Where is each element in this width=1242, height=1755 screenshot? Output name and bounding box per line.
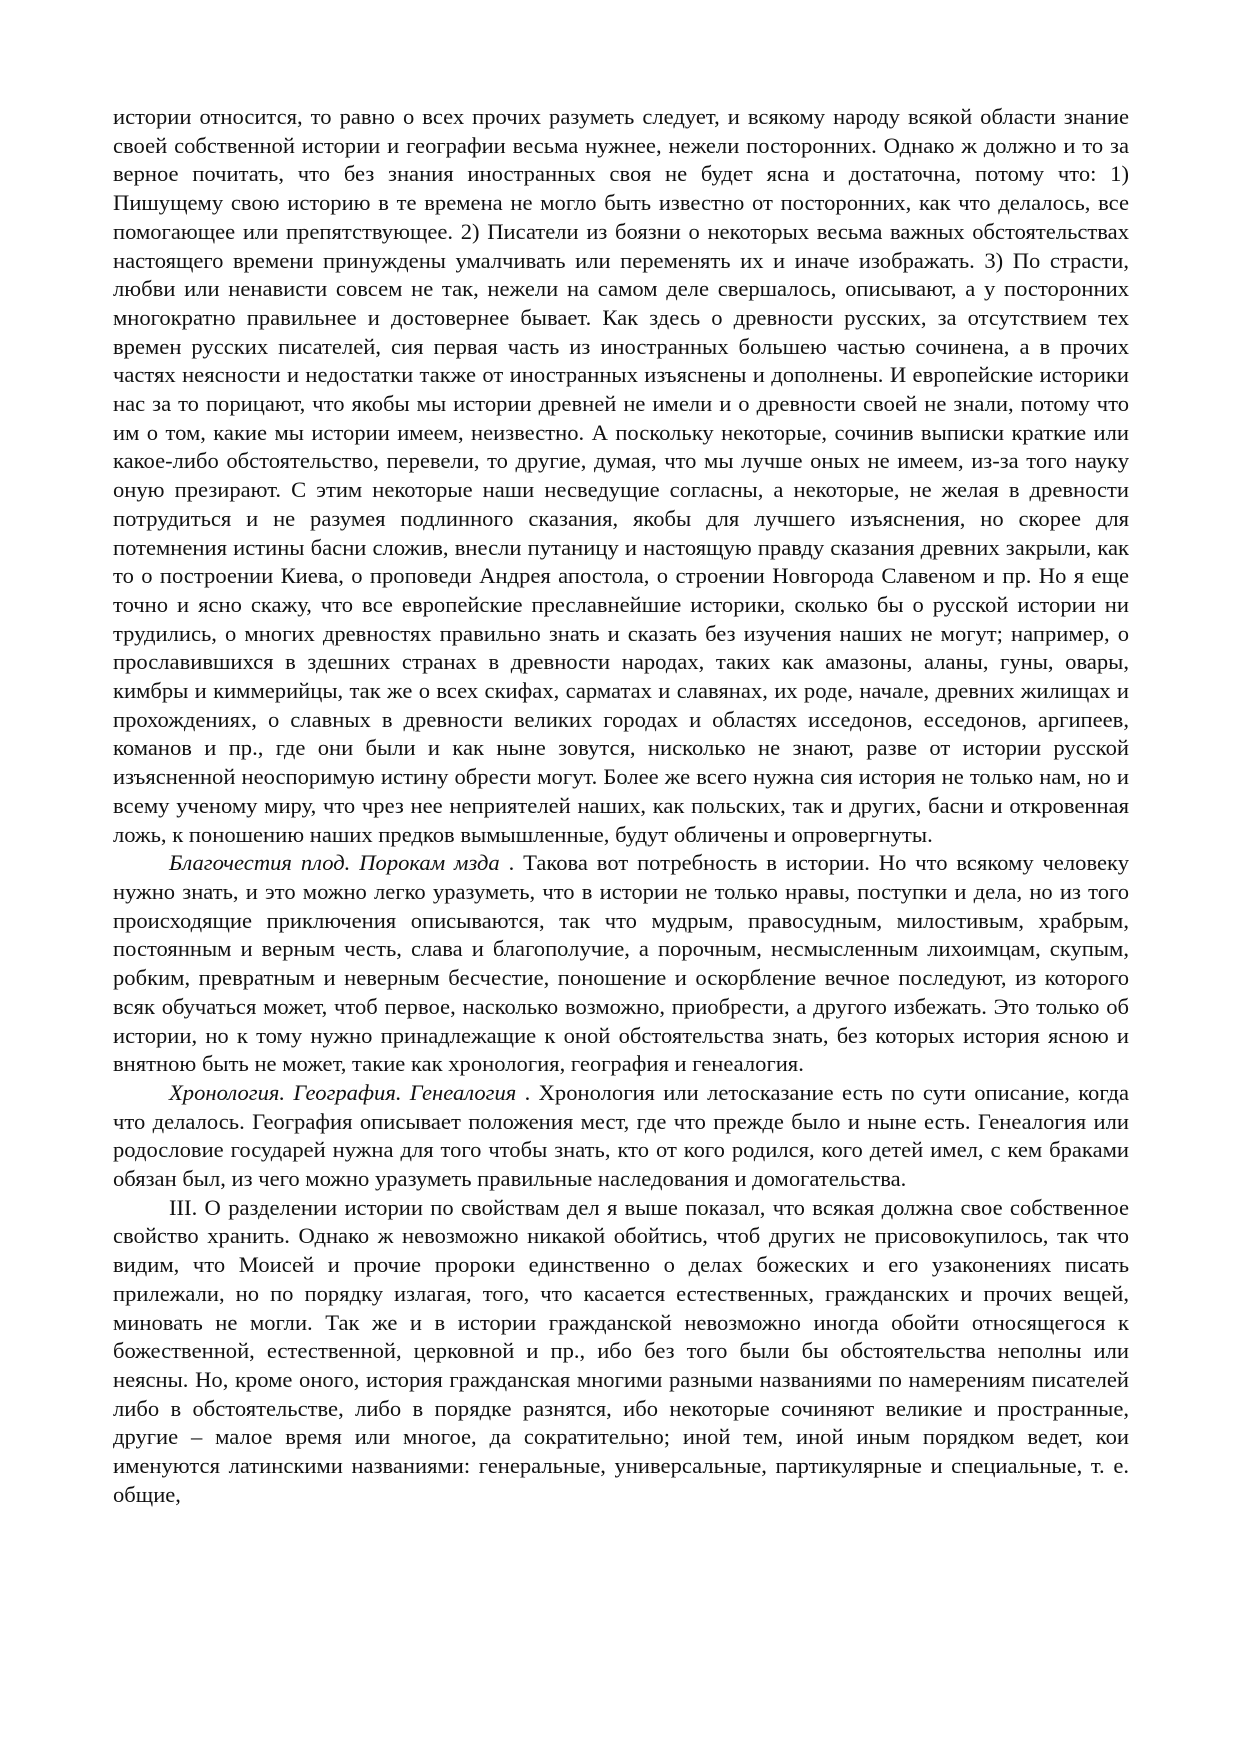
paragraph-3 — [113, 1079, 1129, 1194]
paragraph-2-heading: Благочестия плод. Порокам мзда — [169, 850, 500, 876]
paragraph-2-text: . Такова вот потребность в истории. Но что всякому человеку нужно знать, и это можно легко уразуметь, что в истории не только нравы, поступки и дела, но из того происходящие приключения описываются, так что мудрым, правосудным, милостивым, храбрым, постоянным и верным честь, слава и благополучие, а порочным, несмысленным лихоимцам, скупым, робким, превратным и неверным бесчестие, поношение и оскорбление вечное последуют, из которого всяк обучаться может, чтоб первое, насколько возможно, приобрести, а другого избежать. Это только об истории, но к тому нужно принадлежащие к оной обстоятельства знать, без которых история ясною и внятною быть не может, такие как хронология, география и генеалогия. — [113, 850, 1129, 1077]
document-page — [113, 103, 1129, 1509]
paragraph-2 — [113, 849, 1129, 1079]
paragraph-3-text: . Хронология или летосказание есть по сути описание, когда что делалось. География описывает положения мест, где что прежде было и ныне есть. Генеалогия или родословие государей нужна для того чтобы знать, кто от кого родился, кого детей имел, с кем браками обязан был, из чего можно уразуметь правильные наследования и домогательства. — [113, 1079, 1129, 1192]
paragraph-3-heading: Хронология. География. Генеалогия — [169, 1079, 517, 1105]
paragraph-1 — [113, 103, 1129, 849]
paragraph-4-text: III. О разделении истории по свойствам дел я выше показал, что всякая должна свое собственное свойство хранить. Однако ж невозможно никакой обойтись, чтоб других не присовокупилось, так что видим, что Моисей и прочие пророки единственно о делах божеских и его узаконениях писать прилежали, но по порядку излагая, того, что касается естественных, гражданских и прочих вещей, миновать не могли. Так же и в истории гражданской невозможно иногда обойти относящегося к божественной, естественной, церковной и пр., ибо без того были бы обстоятельства неполны или неясны. Но, кроме оного, история гражданская многими разными названиями по намерениям писателей либо в обстоятельстве, либо в порядке разнятся, ибо некоторые сочиняют великие и пространные, другие – малое время или многое, да сократительно; иной тем, иной иным порядком ведет, кои именуются латинскими названиями: генеральные, универсальные, партикулярные и специальные, т. е. общие, — [113, 1194, 1129, 1507]
paragraph-4 — [113, 1194, 1129, 1510]
paragraph-1-text: истории относится, то равно о всех прочих разуметь следует, и всякому народу всякой области знание своей собственной истории и географии весьма нужнее, нежели посторонних. Однако ж должно и то за верное почитать, что без знания иностранных своя не будет ясна и достаточна, потому что: 1) Пишущему свою историю в те времена не могло быть известно от посторонних, как что делалось, все помогающее или препятствующее. 2) Писатели из боязни о некоторых весьма важных обстоятельствах настоящего времени принуждены умалчивать или переменять их и иначе изображать. 3) По страсти, любви или ненависти совсем не так, нежели на самом деле свершалось, описывают, а у посторонних многократно правильнее и достовернее бывает. Как здесь о древности русских, за отсутствием тех времен русских писателей, сия первая часть из иностранных большею частью сочинена, а в прочих частях неясности и недостатки также от иностранных изъяснены и дополнены. И европейские историки нас за то порицают, что якобы мы истории древней не имели и о древности своей не знали, потому что им о том, какие мы истории имеем, неизвестно. А поскольку некоторые, сочинив выписки краткие или какое-либо обстоятельство, перевели, то другие, думая, что мы лучше оных не имеем, из-за того науку оную презирают. С этим некоторые наши несведущие согласны, а некоторые, не желая в древности потрудиться и не разумея подлинного сказания, якобы для лучшего изъяснения, но скорее для потемнения истины басни сложив, внесли путаницу и настоящую правду сказания древних закрыли, как то о построении Киева, о проповеди Андрея апостола, о строении Новгорода Славеном и пр. Но я еще точно и ясно скажу, что все европейские преславнейшие историки, сколько бы о русской истории ни трудились, о многих древностях правильно знать и сказать без изучения наших не могут; например, о прославившихся в здешних странах в древности народах, таких как амазоны, аланы, гуны, овары, кимбры и киммерийцы, так же о всех скифах, сарматах и славянах, их роде, начале, древних жилищах и прохождениях, о славных в древности великих городах и областях исседонов, есседонов, аргипеев, команов и пр., где они были и как ныне зовутся, нисколько не знают, разве от истории русской изъясненной неоспоримую истину обрести могут. Более же всего нужна сия история не только нам, но и всему ученому миру, что чрез нее неприятелей наших, как польских, так и других, басни и откровенная ложь, к поношению наших предков вымышленные, будут обличены и опровергнуты. — [113, 104, 1129, 847]
